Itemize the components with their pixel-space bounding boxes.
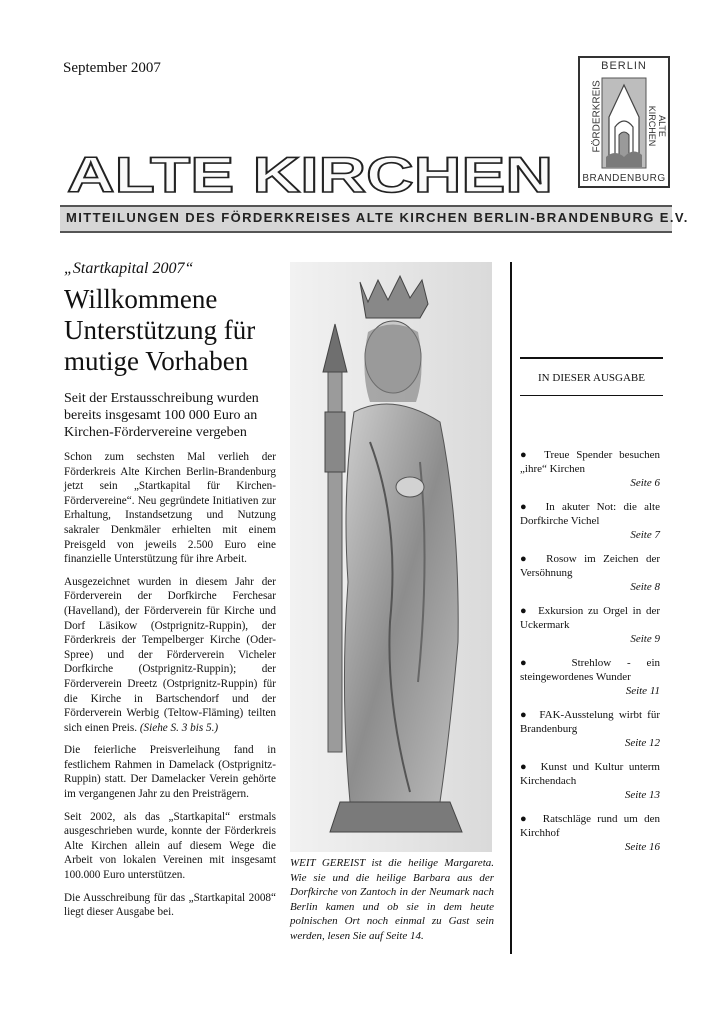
logo-text-bottom: BRANDENBURG: [582, 173, 666, 184]
article-subhead: Seit der Erstausschreibung wurden bereits insgesamt 100 000 Euro an Kirchen-Fördervereine vergeben: [64, 391, 259, 440]
bullet-icon: ●: [520, 813, 531, 825]
photo-caption: WEIT GEREIST ist die heilige Margareta. Wie sie und die heilige Barbara aus der Dorfkirche von Zantoch in der Neumark nach Berlin kamen und ob sie in dem heute polnischen Ort noch einmal zu Gast sein werden, lesen Sie auf Seite 14.: [290, 857, 494, 942]
article-paragraph: Die feierliche Preisverleihung fand in festlichem Rahmen in Damelack (Ostprignitz-Ruppin) statt. Der Damelacker Verein gehörte im vergangenen Jahr zu den Preisträgern.: [64, 744, 276, 801]
toc-page: Seite 12: [624, 737, 660, 749]
toc-top-rule: [520, 357, 663, 359]
article-headline: Willkommene Unterstützung für mutige Vorhaben: [64, 284, 256, 376]
article-body: [64, 450, 276, 928]
table-of-contents: [520, 448, 660, 864]
page-reference: (Siehe S. 3 bis 5.): [139, 721, 219, 734]
article-paragraph: Ausgezeichnet wurden in diesem Jahr der Förderverein der Dorfkirche Ferchesar (Havelland), der Förderverein für Kirche und Dorf Läsikow (Ostprignitz-Ruppin), der Förderkreis der Tempelberger Kirche (Oder-Spree) und der Förderverein Vicheler Dorfkirche (Ostprignitz-Ruppin); der Förderverein Dreetz (Ostprignitz-Ruppin) für die Kirche in Bartschendorf und der Förderverein Werbig (Teltow-Fläming) teilten sich einen Preis. (Siehe S. 3 bis 5.): [64, 575, 276, 734]
toc-page: Seite 9: [630, 633, 660, 645]
bullet-icon: ●: [520, 657, 540, 669]
toc-page: Seite 11: [625, 685, 660, 697]
toc-item[interactable]: ● Ratschläge rund um den Kirchhof Seite 16: [520, 813, 660, 853]
bullet-icon: ●: [520, 449, 531, 461]
toc-item[interactable]: ● Rosow im Zeichen der Versöhnung Seite 8: [520, 553, 660, 593]
column-divider: [510, 262, 512, 954]
church-icon: [601, 77, 647, 169]
article-paragraph: Die Ausschreibung für das „Startkapital 2008“ liegt dieser Ausgabe bei.: [64, 891, 276, 919]
article-paragraph: Seit 2002, als das „Startkapital“ erstmals ausgeschrieben wurde, konnte der Förderkreis Alte Kirchen allein auf diesem Wege die Arbeit von lokalen Vereinen mit insgesamt 100.000 Euro unterstützen.: [64, 810, 276, 882]
toc-heading: IN DIESER AUSGABE: [538, 372, 645, 384]
toc-item[interactable]: ● In akuter Not: die alte Dorfkirche Vichel Seite 7: [520, 501, 660, 541]
toc-item[interactable]: ● FAK-Ausstelung wirbt für Brandenburg Seite 12: [520, 709, 661, 749]
bullet-icon: ●: [520, 501, 532, 513]
toc-item[interactable]: ● Kunst und Kultur unterm Kirchendach Seite 13: [520, 761, 660, 801]
article-kicker: „Startkapital 2007“: [64, 260, 194, 277]
toc-item[interactable]: ● Exkursion zu Orgel in der Uckermark Seite 9: [520, 605, 660, 645]
logo-text-right: ALTE KIRCHEN: [647, 105, 667, 147]
toc-item[interactable]: ● Strehlow - ein steingewordenes Wunder Seite 11: [520, 657, 660, 697]
masthead-subtitle: MITTEILUNGEN DES FÖRDERKREISES ALTE KIRCHEN BERLIN-BRANDENBURG E.V.: [66, 210, 689, 225]
toc-item[interactable]: ● Treue Spender besuchen „ihre“ Kirchen Seite 6: [520, 449, 660, 489]
toc-page: Seite 6: [630, 477, 660, 489]
bullet-icon: ●: [520, 553, 532, 565]
bullet-icon: ●: [520, 605, 529, 617]
toc-page: Seite 13: [624, 789, 660, 801]
foerderkreis-logo: [578, 56, 670, 188]
logo-text-left: FÖRDERKREIS: [591, 80, 603, 153]
toc-page: Seite 7: [630, 529, 660, 541]
article-paragraph: Schon zum sechsten Mal verlieh der Förderkreis Alte Kirchen Berlin-Brandenburg jetzt sein „Startkapital für Kirchen-Fördervereine“. Neu gegründete Initiativen zur Erhaltung, Instandsetzung und Nutzung sakraler Denkmäler erhielten mit einem Preisgeld von jeweils 2.500 Euro eine finanzielle Unterstützung für ihre Arbeit.: [64, 451, 276, 566]
masthead-subtitle-bar: [60, 205, 689, 233]
bullet-icon: ●: [520, 761, 530, 773]
toc-heading-rule: [520, 395, 663, 396]
issue-date: September 2007: [63, 60, 161, 76]
toc-page: Seite 8: [630, 581, 660, 593]
saint-margaret-photo: [290, 262, 492, 852]
masthead-title: [64, 140, 564, 200]
logo-text-top: BERLIN: [601, 60, 647, 72]
masthead-text: ALTE KIRCHEN: [67, 147, 553, 200]
toc-page: Seite 16: [624, 841, 660, 853]
bullet-icon: ●: [520, 709, 530, 721]
